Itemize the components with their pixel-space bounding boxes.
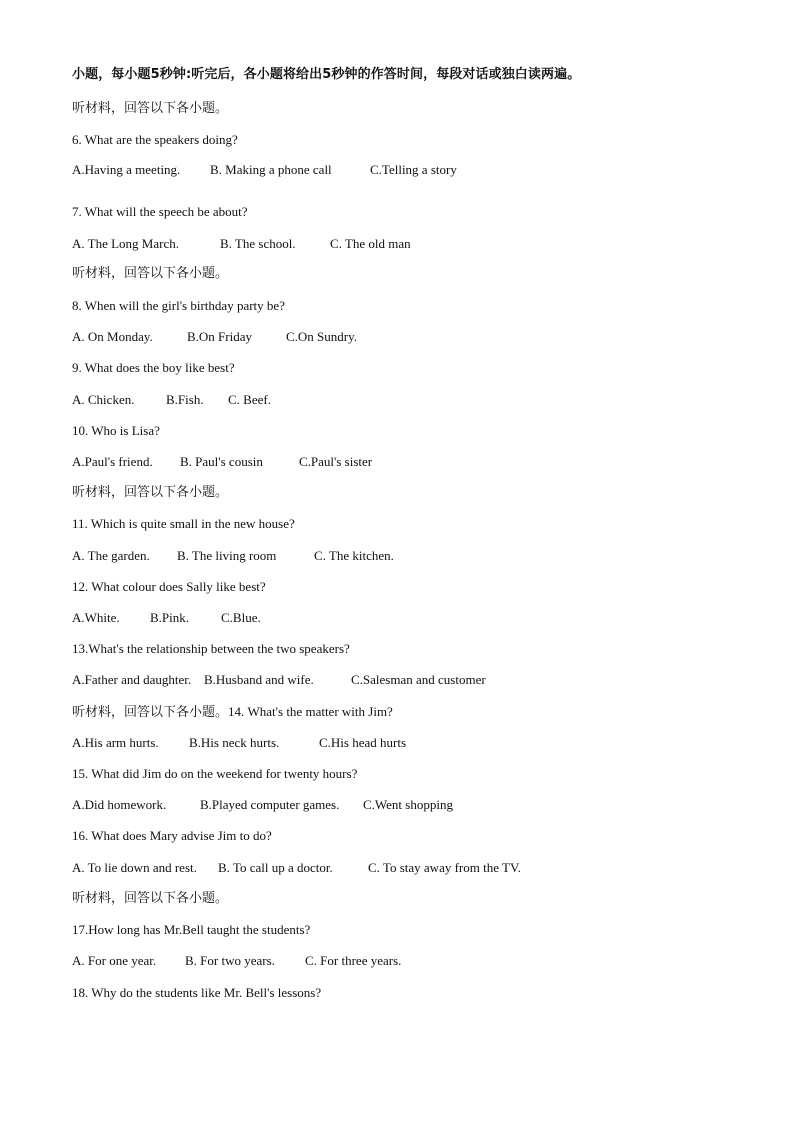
question-13: 13.What's the relationship between the two speakers? [72, 641, 350, 656]
instruction-2: 听材料，回答以下各小题。 [72, 266, 229, 281]
option-b: B. The school. [220, 236, 296, 251]
instruction-and-question-14 [72, 703, 393, 722]
option-b: B.His neck hurts. [189, 735, 280, 750]
option-c: C.On Sundry. [286, 329, 358, 344]
option-c: C. The old man [330, 236, 411, 251]
option-b: B.On Friday [187, 329, 252, 344]
instruction-3: 听材料，回答以下各小题。 [72, 485, 229, 500]
options-17 [72, 952, 402, 970]
option-c: C.Paul's sister [299, 454, 373, 469]
option-c: C.Blue. [221, 610, 261, 625]
question-8: 8. When will the girl's birthday party be? [72, 298, 285, 313]
question-16: 16. What does Mary advise Jim to do? [72, 828, 272, 843]
option-b: B.Husband and wife. [204, 672, 314, 687]
option-b: B. For two years. [185, 953, 275, 968]
options-14 [72, 734, 407, 752]
options-8 [72, 328, 358, 346]
options-6 [72, 161, 457, 179]
question-17: 17.How long has Mr.Bell taught the students? [72, 922, 311, 937]
question-6: 6. What are the speakers doing? [72, 132, 238, 147]
option-a: A. The garden. [72, 548, 150, 563]
option-c: C. For three years. [305, 953, 402, 968]
options-10 [72, 453, 373, 471]
options-16 [72, 859, 521, 877]
option-a: A.White. [72, 610, 120, 625]
instruction-1: 听材料，回答以下各小题。 [72, 101, 229, 116]
section-heading: 小题，每小题5秒钟:听完后，各小题将给出5秒钟的作答时间，每段对话或独白读两遍。 [72, 67, 581, 82]
option-a: A. For one year. [72, 953, 157, 968]
instruction-4: 听材料，回答以下各小题。 [72, 705, 229, 720]
option-a: A. Chicken. [72, 392, 135, 407]
option-a: A. The Long March. [72, 236, 179, 251]
option-a: A.Father and daughter. [72, 672, 192, 687]
question-14: 14. What's the matter with Jim? [228, 704, 393, 719]
option-a: A. To lie down and rest. [72, 860, 197, 875]
option-b: B.Fish. [166, 392, 204, 407]
question-12: 12. What colour does Sally like best? [72, 579, 266, 594]
option-a: A.Paul's friend. [72, 454, 153, 469]
option-a: A.Did homework. [72, 797, 167, 812]
option-c: C. The kitchen. [314, 548, 394, 563]
options-12 [72, 609, 261, 627]
question-10: 10. Who is Lisa? [72, 423, 160, 438]
instruction-5: 听材料，回答以下各小题。 [72, 891, 229, 906]
option-b: B. To call up a doctor. [218, 860, 333, 875]
options-15 [72, 796, 453, 814]
question-11: 11. Which is quite small in the new house? [72, 516, 295, 531]
option-a: A.His arm hurts. [72, 735, 159, 750]
option-b: B. Paul's cousin [180, 454, 263, 469]
options-11 [72, 547, 394, 565]
question-9: 9. What does the boy like best? [72, 360, 235, 375]
option-c: C. Beef. [228, 392, 271, 407]
options-13 [72, 671, 486, 689]
question-15: 15. What did Jim do on the weekend for twenty hours? [72, 766, 358, 781]
question-18: 18. Why do the students like Mr. Bell's lessons? [72, 985, 322, 1000]
option-a: A.Having a meeting. [72, 162, 181, 177]
question-7: 7. What will the speech be about? [72, 204, 248, 219]
option-c: C.Telling a story [370, 162, 457, 177]
options-9 [72, 391, 271, 409]
option-b: B. Making a phone call [210, 162, 332, 177]
option-b: B.Played computer games. [200, 797, 340, 812]
option-c: C.His head hurts [319, 735, 407, 750]
option-b: B. The living room [177, 548, 277, 563]
option-c: C.Salesman and customer [351, 672, 486, 687]
options-7 [72, 235, 411, 253]
option-b: B.Pink. [150, 610, 190, 625]
option-a: A. On Monday. [72, 329, 153, 344]
option-c: C.Went shopping [363, 797, 453, 812]
option-c: C. To stay away from the TV. [368, 860, 521, 875]
